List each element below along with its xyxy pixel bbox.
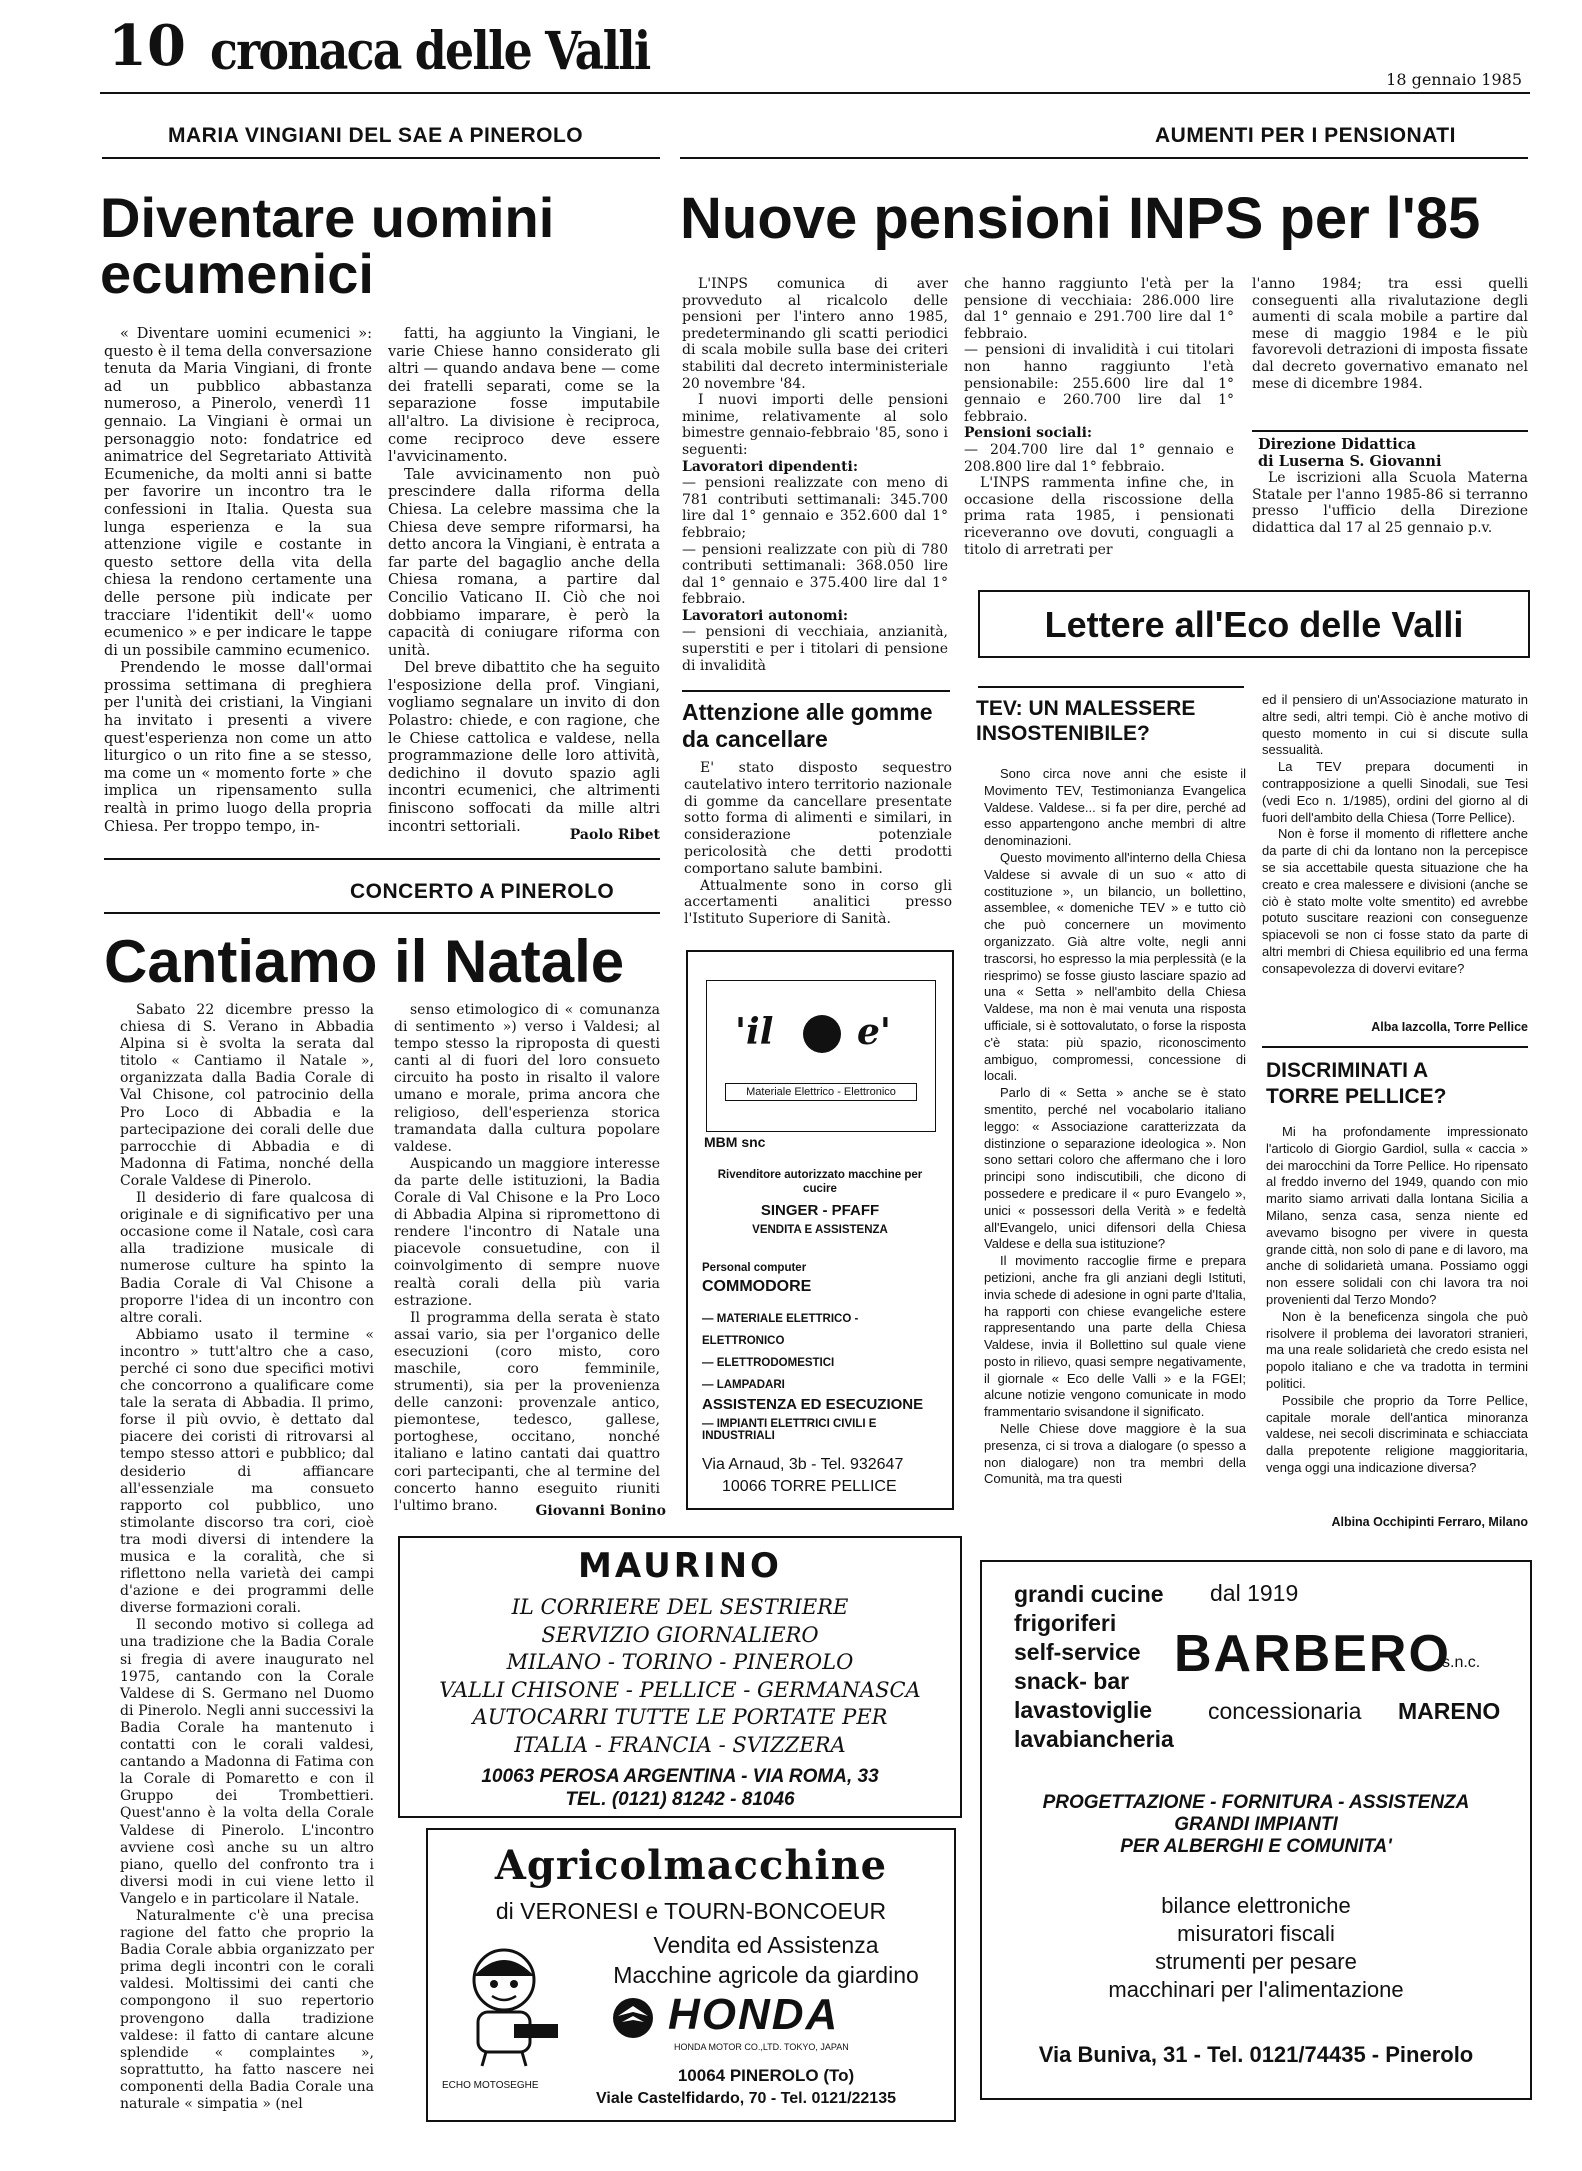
paragraph: Sono circa nove anni che esiste il Movimento TEV, Testimonianza Evangelica Valdese. Valdese... si fa per dire, perché ad esso appartengono anche membri di altre denominazioni. — [984, 766, 1246, 849]
paragraph: I nuovi importi delle pensioni minime, relativamente al solo bimestre gennaio-febbraio '85, sono i seguenti: — [682, 392, 948, 458]
kicker-rule — [102, 157, 660, 159]
paragraph: Mi ha profondamente impressionato l'articolo di Giorgio Gardiol, sulla « caccia » dei marocchini da Torre Pellice. Ho ripensato al freddo inverno del 1949, quando con mio marito siamo arrivati dalla lontana Sicilia a Milano, senza casa, senza niente ed avevamo bisogno per vivere in questa grande città, non solo di pane e di lavoro, ma anche di solidarietà umana. Possiamo oggi non essere solidali con chi lavora tra noi provenienti dal Terzo Mondo? — [1266, 1124, 1528, 1307]
ad-text: di VERONESI e TOURN-BONCOEUR — [495, 1898, 887, 1924]
article-column — [120, 1002, 374, 2113]
ad-address: Via Buniva, 31 - Tel. 0121/74435 - Pinerolo — [1038, 2042, 1474, 2067]
paragraph: — pensioni di invalidità i cui titolari non hanno raggiunto l'età pensionabile: 255.600 lire dal 1° gennaio e 260.700 lire dal 1° febbraio. — [964, 342, 1234, 425]
logo-left-text: 'il — [735, 1011, 774, 1053]
mascot-image — [442, 1940, 566, 2080]
page-number: 10 — [108, 13, 186, 79]
subheading: Lavoratori dipendenti: — [682, 458, 859, 475]
paragraph: « Diventare uomini ecumenici »: questo è il tema della conversazione tenuta da Maria Vingiani, di fronte ad un pubblico abbastanza numeroso, a Pinerolo, venerdì 11 gennaio. La Vingiani è ormai un personaggio noto: fondatrice ed animatrice del Segretariato Attività Ecumeniche, da molti anni si batte per favorire un incontro tra le confessioni in Italia. Questa sua lunga esperienza e la sua attenzione vigile e costante in questo settore della vita della chiesa la rendono certamente una delle persone più indicate per tracciare l'identikit dell'« uomo ecumenico » e per indicare le tappe di un possibile cammino ecumenico. — [104, 326, 372, 659]
article-signature: Paolo Ribet — [569, 827, 660, 843]
kicker-rule — [104, 912, 660, 914]
ad-text: Rivenditore autorizzato macchine per cucire — [717, 1169, 923, 1195]
article-kicker: AUMENTI PER I PENSIONATI — [1155, 124, 1456, 147]
ad-line: PER ALBERGHI E COMUNITA' — [1120, 1836, 1392, 1857]
article-column — [684, 760, 952, 928]
subheading: di Luserna S. Giovanni — [1258, 453, 1442, 470]
article-column — [964, 276, 1234, 558]
ad-text: VENDITA E ASSISTENZA — [752, 1224, 888, 1236]
ad-il-e — [686, 950, 954, 1510]
list-item: self-service — [1014, 1639, 1141, 1665]
ad-line: strumenti per pesare — [1155, 1949, 1357, 1974]
ad-text: Personal computer — [702, 1262, 807, 1274]
paragraph: che hanno raggiunto l'età per la pensione di vecchiaia: 286.000 lire dal 1° gennaio e 291.700 lire dal 1° febbraio. — [964, 276, 1234, 342]
paragraph: Naturalmente c'è una precisa ragione del fatto che proprio la Badia Corale abbia organizzato per prima degli incontri con le corali valdesi. Moltissimi dei canti che compongono il suo repertorio provengono dalla tradizione valdese: il fatto di cantare alcune splendide « complaintes », soprattutto, ha fatto nascere nei componenti della Badia Corale una naturale « simpatia » (nel — [120, 1907, 374, 2112]
ad-text: concessionaria — [1208, 1698, 1362, 1724]
ad-brand: SINGER - PFAFF — [760, 1202, 880, 1219]
article-headline: Cantiamo il Natale — [104, 928, 625, 995]
letters-banner — [978, 590, 1530, 658]
paragraph: Del breve dibattito che ha seguito l'esposizione della prof. Vingiani, vogliamo segnalare un invito di don Polastro: chiede, e con ragione, che le Chiese cattolica e valdese, nella programmazione delle loro attività, dedichino il dovuto spazio agli incontri ecumenici, che altrimenti finiscono soffocati da mille altri incontri settoriali. — [388, 660, 660, 835]
ad-address: Viale Castelfidardo, 70 - Tel. 0121/22135 — [595, 2090, 896, 2107]
article-signature: Giovanni Bonino — [535, 1503, 666, 1519]
paragraph: Abbiamo usato il termine « incontro » tutt'altro che a caso, perché ci sono due specifici motivi che concorrono a qualificare come tale la serata di Abbadia. Il primo, forse il più ovvio, è dettato dal piacere dei coristi di ritrovarsi al tempo stesso attori e pubblico; dal desiderio di affiancare all'essenziale ma consueto rapporto col pubblico, uno stimolante discorso tra cori, cioè tra modi diversi di intendere la musica e la coralità, che si riflettono nella varietà dei campi d'azione e dei programmi delle diverse formazioni corali. — [120, 1326, 374, 1617]
ad-list — [1014, 1580, 1174, 1754]
paragraph: — 204.700 lire dal 1° gennaio e 208.800 lire dal 1° febbraio. — [964, 441, 1234, 475]
article-column — [388, 326, 660, 836]
list-item: lavastoviglie — [1014, 1697, 1153, 1723]
ad-maurino — [398, 1536, 962, 1818]
list-item: — ELETTRODOMESTICI — [702, 1357, 835, 1369]
masthead: cronaca delle Valli — [210, 21, 650, 82]
ad-address: 10064 PINEROLO (To) — [677, 2066, 855, 2085]
list-item: — LAMPADARI — [702, 1379, 785, 1391]
paragraph: Il secondo motivo si collega ad una tradizione che la Badia Corale si fregia di avere inaugurato nel 1975, cantando con la Corale Valdese di S. Germano nel Duomo di Pinerolo. Negli anni successivi la Badia Corale ha mantenuto i contatti con le corali valdesi, cantando a Madonna di Fatima con la Corale di Pomaretto e con il Gruppo dei Trombettieri. Quest'anno è la volta della Corale Valdese di Pinerolo. L'incontro avviene così anche su un altro piano, quello del confronto tra i diversi modi in cui viene letto il Vangelo e in particolare il Natale. — [120, 1617, 374, 1907]
logo-subtitle: Materiale Elettrico - Elettronico — [725, 1083, 917, 1101]
paragraph: — pensioni realizzate con meno di 781 contributi settimanali: 345.700 lire dal 1° gennaio e 352.600 dal 1° febbraio; — [682, 475, 948, 541]
ad-line: misuratori fiscali — [1177, 1921, 1335, 1946]
paragraph: Il movimento raccoglie firme e prepara petizioni, anche fra gli anziani degli Istituti, invia schede di adesione in ogni parte d'Italia, ha rapporti con chiese evangeliche estere rappresentando una parte della Chiesa Valdese, invia il Bollettino sul quale viene posto in rilievo, quasi sempre negativamente, il giornale « Eco delle Valli » e la FGEI; alcune notizie vengono comunicate in modo frammentario svisandone il significato. — [984, 1253, 1246, 1420]
subheading: Lavoratori autonomi: — [682, 607, 849, 624]
paragraph: L'INPS comunica di aver provveduto al ricalcolo delle pensioni per l'intero anno 1985, predeterminando gli scatti periodici di scala mobile sulla base dei criteri stabiliti dal decreto interministeriale 20 novembre '84. — [682, 276, 948, 392]
paragraph: Non è la beneficenza singola che può risolvere il problema dei lavoratori stranieri, ma una reale solidarietà che credo esista nel popolo italiano e che va tradotta in termini politici. — [1266, 1308, 1528, 1391]
article-column — [1262, 692, 1528, 978]
article-headline: DISCRIMINATI A TORRE PELLICE? — [1266, 1059, 1447, 1108]
ad-line: IL CORRIERE DEL SESTRIERE — [511, 1595, 849, 1619]
ad-agricolmacchine — [426, 1828, 956, 2122]
article-signature: Alba Iazcolla, Torre Pellice — [1371, 1020, 1528, 1034]
ad-address: Via Arnaud, 3b - Tel. 932647 — [702, 1456, 904, 1473]
list-item: snack- bar — [1014, 1668, 1130, 1694]
dot-icon — [803, 1015, 841, 1053]
paragraph: ed il pensiero di un'Associazione maturato in altre sedi, altri tempi. Ciò è anche motivo di questo momento in cui si discute sulla sessualità. — [1262, 692, 1528, 758]
ad-barbero — [980, 1560, 1532, 2100]
ad-brand: BARBERO — [1174, 1625, 1451, 1683]
paragraph-text: Le iscrizioni alla Scuola Materna Statale per l'anno 1985-86 si terranno presso l'ufficio della Direzione didattica dal 17 al 25 gennaio p.v. — [1252, 470, 1528, 536]
article-column — [1252, 276, 1528, 392]
paragraph: Parlo di « Setta » anche se è stato smentito, perché nel vocabolario italiano leggo: « Associazione caratterizzata da distinzione o separazione ideologica ». Non sono settari coloro che affermano che i loro principi sono indiscutibili, che dicono di possedere e predicare il « puro Evangelo », unici « possessori della Verità » e fedeltà all'Evangelo, unici difensori della Chiesa Valdese e della sua istituzione? — [984, 1085, 1246, 1252]
ad-line: AUTOCARRI TUTTE LE PORTATE PER — [472, 1705, 888, 1729]
list-item: grandi cucine — [1014, 1581, 1164, 1607]
section-rule — [978, 686, 1244, 688]
ad-text: — IMPIANTI ELETTRICI CIVILI E INDUSTRIALI — [702, 1418, 877, 1442]
ad-line: macchinari per l'alimentazione — [1108, 1977, 1404, 2002]
ad-text: dal 1919 — [1210, 1580, 1299, 1606]
honda-wing-icon — [604, 1996, 662, 2040]
subheading: Direzione Didattica — [1258, 436, 1416, 453]
ad-brand: MAURINO — [578, 1546, 782, 1586]
ad-brand: HONDA — [668, 1990, 840, 2039]
logo-box — [706, 980, 936, 1132]
subheading: Pensioni sociali: — [964, 425, 1093, 442]
ad-lines — [982, 1892, 1530, 2004]
ad-brand: COMMODORE — [702, 1278, 812, 1295]
paragraph: E' stato disposto sequestro cautelativo intero territorio nazionale di gomme da cancellare presentate sotto forma di alimenti e similari, in considerazione potenziale pericolosità che detti prodotti comportano salute bambini. — [684, 760, 952, 877]
ad-text: Macchine agricole da giardino — [613, 1962, 919, 1988]
ad-address: 10063 PEROSA ARGENTINA - VIA ROMA, 33 — [481, 1766, 879, 1787]
paragraph: fatti, ha aggiunto la Vingiani, le varie Chiese hanno considerato gli altri — quando andava bene — come dei fratelli separati, come se la separazione fosse imputabile all'altro. La divisione è reciproca, come reciproco deve essere l'avvicinamento. — [388, 326, 660, 466]
paragraph: Nelle Chiese dove maggiore è la sua presenza, ci si trova a dialogare (o spesso a non dialogare) non tra membri della Comunità, ma tra questi — [984, 1421, 1246, 1487]
article-headline: Attenzione alle gomme da cancellare — [682, 699, 933, 752]
article-signature: Albina Occhipinti Ferraro, Milano — [1331, 1515, 1528, 1529]
paragraph: Non è forse il momento di riflettere anche da parte di chi da lontano non la percepisce se sia accettabile questa situazione che ha creato e crea malessere e divisioni (anche se ciò è stato molte volte smentito) ed avrebbe potuto suscitare reazioni con conseguenze spiacevoli se non ci fosse stato da parte di altri membri di Chiesa equilibrio ed una ferma consapevolezza di dovervi evitare? — [1262, 826, 1528, 976]
paragraph: Attualmente sono in corso gli accertamenti analitici presso l'Istituto Superiore di Sanità. — [684, 877, 952, 928]
ad-text: s.n.c. — [1442, 1654, 1481, 1671]
logo-right-text: e' — [857, 1011, 891, 1053]
paragraph: L'INPS rammenta infine che, in occasione della riscossione della prima rata 1985, i pensionati riceveranno ove dovuti, conguagli a titolo di arretrati per — [964, 475, 1234, 558]
paragraph: senso etimologico di « comunanza di sentimento ») verso i Valdesi; al tempo stesso la riproposta di questi canti al di fuori del loro consueto circuito ha posto in risalto il valore umano e morale, prima ancora che religioso, dell'esperienza storica tramandata dalla cultura popolare valdese. — [394, 1002, 660, 1155]
kicker-rule — [680, 157, 1528, 159]
paragraph: Auspicando un maggiore interesse da parte delle istituzioni, la Badia Corale di Val Chisone e la Pro Loco di Abbadia Alpina si ripromettono di rendere l'incontro di Natale una piacevole consuetudine, con il coinvolgimento di sempre nuove realtà corali della più varia estrazione. — [394, 1155, 660, 1309]
article-headline: Nuove pensioni INPS per l'85 — [680, 186, 1481, 251]
article-kicker: CONCERTO A PINEROLO — [350, 880, 615, 903]
section-rule — [682, 690, 950, 692]
issue-date: 18 gennaio 1985 — [1386, 70, 1522, 89]
ad-line: PROGETTAZIONE - FORNITURA - ASSISTENZA — [1042, 1792, 1470, 1813]
letters-title: Lettere all'Eco delle Valli — [1044, 604, 1464, 645]
ad-brand: MARENO — [1398, 1698, 1501, 1724]
ad-lines — [400, 1594, 960, 1759]
paragraph — [1252, 470, 1528, 536]
paragraph: Il programma della serata è stato assai vario, sia per l'organico delle esecuzioni (coro misto, coro maschile, coro femminile, strumenti), sia per la provenienza delle canzoni: provenzale antico, piemontese, tedesco, gallese, portoghese, occitano, nonché italiano e latino cantati dai quattro cori partecipanti, che al termine del concerto hanno eseguito riuniti l'ultimo brano. — [394, 1309, 660, 1514]
article-column — [682, 276, 948, 674]
section-rule — [1252, 430, 1528, 432]
mascot-caption: ECHO MOTOSEGHE — [442, 2080, 539, 2091]
ad-line: VALLI CHISONE - PELLICE - GERMANASCA — [439, 1677, 921, 1702]
ad-address: 10066 TORRE PELLICE — [722, 1478, 897, 1495]
article-column — [1266, 1124, 1528, 1477]
ad-brand: Agricolmacchine — [494, 1842, 888, 1889]
ad-list — [702, 1308, 942, 1396]
paragraph: La TEV prepara documenti in contrapposizione a quelli Sinodali, sue Tesi (vedi Eco n. 1/1985), ordini del giorno al di fuori dell'ambito della Chiesa (Torre Pellice). — [1262, 759, 1528, 825]
ad-line: ITALIA - FRANCIA - SVIZZERA — [514, 1732, 846, 1757]
paragraph: l'anno 1984; tra essi quelli conseguenti alla rivalutazione degli aumenti di scala mobile a partire dal mese di maggio 1984 e le più favorevoli detrazioni di imposta fissate dal decreto governativo emanato nel mese di dicembre 1984. — [1252, 276, 1528, 392]
ad-address: TEL. (0121) 81242 - 81046 — [565, 1789, 795, 1810]
paragraph: Tale avvicinamento non può prescindere dalla riforma della Chiesa. La celebre massima che la Chiesa deve sempre riformarsi, ha detto ancora la Vingiani, è entrata a far parte del bagaglio anche della Chiesa romana, a partire dal Concilio Vaticano II. Ciò che noi dobbiamo imparare, è però la capacità di coniugare riforma con unità. — [388, 466, 660, 659]
ad-line: bilance elettroniche — [1161, 1893, 1351, 1918]
ad-line: SERVIZIO GIORNALIERO — [541, 1622, 819, 1647]
paragraph: — pensioni di vecchiaia, anzianità, superstiti e per i titolari di pensione di invalidità — [682, 624, 948, 674]
header-rule — [100, 92, 1530, 94]
paragraph: Prendendo le mosse dall'ormai prossima settimana di preghiera per l'unità dei cristiani, la Vingiani ha invitato i presenti a vivere quest'esperienza non come un atto liturgico o un rito fine a se stesso, ma come un « momento forte » che implica un ripensamento sulla realtà in primo luogo della propria Chiesa. Per troppo tempo, in- — [104, 660, 372, 835]
ad-line: GRANDI IMPIANTI — [1174, 1814, 1338, 1835]
paragraph: Sabato 22 dicembre presso la chiesa di S. Verano in Abbadia Alpina si è svolta la serata dal titolo « Cantiamo il Natale », organizzata dalla Badia Corale di Val Chisone, col patrocinio della Pro Loco di Abbadia e la partecipazione dei corali delle due parrocchie di Abbadia e di Madonna di Fatima, nonché della Corale Valdese di Pinerolo. — [120, 1002, 374, 1189]
article-column — [984, 766, 1246, 1488]
list-item: lavabiancheria — [1014, 1726, 1174, 1752]
article-column — [104, 326, 372, 836]
paragraph: Questo movimento all'interno della Chiesa Valdese si avvale di un suo « atto di costituzione », un bilancio, un bollettino, assemblee, « domeniche TEV » e tutto ciò che può concernere un movimento organizzato. Già altre volte, negli anni trascorsi, ho espresso la mia perplessità (e la riesprimo) se fosse giusto lasciare spazio ad una « Setta » nell'ambito della Chiesa Valdese, ma non è mai venuta una risposta ufficiale, si è sottovalutato, o forse la risposta c'è stata: più spazio, riconoscimento ambiguo, compromessi, concessione di locali. — [984, 849, 1246, 1084]
ad-heading: ASSISTENZA ED ESECUZIONE — [702, 1396, 924, 1413]
paragraph: Possibile che proprio da Torre Pellice, capitale morale dell'antica minoranza valdese, nei secoli discriminata e schiacciata dalla prepotente religione maggioritaria, venga oggi una indicazione diversa? — [1266, 1392, 1528, 1475]
article-kicker: MARIA VINGIANI DEL SAE A PINEROLO — [168, 124, 584, 147]
paragraph: Il desiderio di fare qualcosa di originale e di significativo per una occasione come il Natale, così cara alla tradizione musicale di numerose culture ha spinto la Badia Corale di Val Chisone a proporre l'idea di un incontro con altre corali. — [120, 1190, 374, 1326]
ad-text: HONDA MOTOR CO.,LTD. TOKYO, JAPAN — [674, 2042, 849, 2052]
article-headline: Diventare uomini ecumenici — [100, 186, 555, 305]
list-item: — MATERIALE ELETTRICO - ELETTRONICO — [702, 1313, 859, 1347]
ad-line: MILANO - TORINO - PINEROLO — [506, 1650, 854, 1674]
section-rule — [104, 858, 660, 860]
article-headline: TEV: UN MALESSERE INSOSTENIBILE? — [976, 697, 1196, 745]
ad-text: Vendita ed Assistenza — [653, 1932, 879, 1958]
article-column — [394, 1002, 660, 1515]
mbm-label: MBM snc — [704, 1134, 766, 1150]
list-item: frigoriferi — [1014, 1610, 1117, 1636]
ad-lines — [982, 1792, 1530, 1858]
paragraph: — pensioni realizzate con più di 780 contributi settimanali: 368.050 lire dal 1° gennaio e 375.400 lire dal 1° febbraio. — [682, 541, 948, 608]
section-rule — [1262, 1046, 1528, 1048]
